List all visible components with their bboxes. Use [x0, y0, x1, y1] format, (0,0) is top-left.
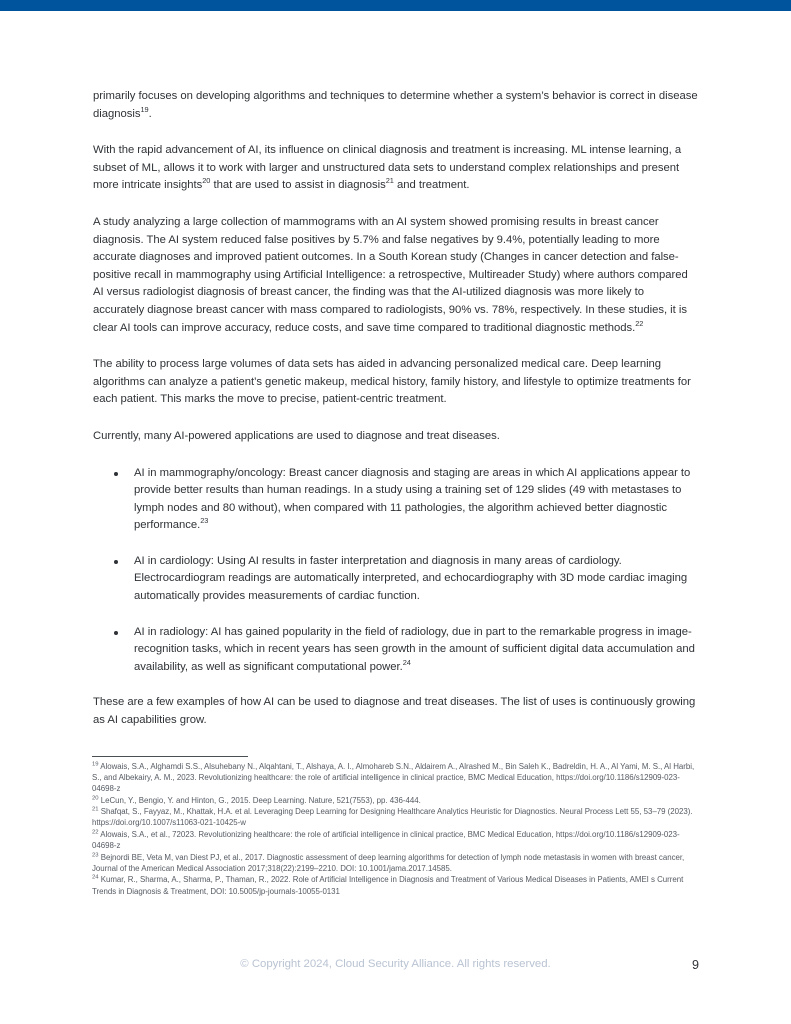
paragraph-5-text: Currently, many AI-powered applications are used to diagnose and treat diseases. [93, 429, 500, 442]
list-item [93, 624, 698, 677]
footnote-21 [92, 806, 702, 828]
paragraph-4 [93, 356, 698, 409]
footnote-separator-rule [92, 756, 248, 757]
footnote-text: Kumar, R., Sharma, A., Sharma, P., Thaman, R., 2022. Role of Artificial Intelligence in Diagnosis and Treatment of Various Medical Diseases in Patients, AMEI s Current Trends in Diagnosis & Treatment, DOI: 10.5005/jp-journals-10055-0131 [92, 875, 684, 896]
list-item-text: AI in mammography/oncology: Breast cancer diagnosis and staging are areas in which AI applications appear to provide better results than human readings. In a study using a training set of 129 slides (49 with metastases to lymph nodes and 80 without), when compared with 11 pathologies, the algorithm achieved better diagnostic performance. [134, 466, 691, 532]
bullet-dot-icon [114, 631, 118, 635]
page-content [93, 88, 698, 749]
footnote-ref-20[interactable]: 20 [202, 176, 211, 186]
bullet-dot-icon [114, 560, 118, 564]
footnote-text: Alowais, S.A., Alghamdi S.S., Alsuhebany N., Alqahtani, T., Alshaya, A. I., Almohareb S.N., Aldairem A., Alrashed M., Bin Saleh K., Badreldin, H. A., Al Yami, M. S., Al Harbi, S., and Albekairy, A. M., 2023. Revolutionizing healthcare: the role of artificial intelligence in clinical practice, BMC Medical Education, https://doi.org/10.1186/s12909-023-04698-z [92, 762, 695, 794]
footnote-text: Shafqat, S., Fayyaz, M., Khattak, H.A. et al. Leveraging Deep Learning for Designing Healthcare Analytics Heuristic for Diagnostics. Neural Process Lett 55, 53–79 (2023). https://doi.org/10.1007/s11063-021-10425-w [92, 807, 693, 828]
footnote-marker: 22 [92, 829, 99, 836]
page-top-accent-bar [0, 0, 791, 11]
paragraph-3-text: A study analyzing a large collection of mammograms with an AI system showed promising results in breast cancer diagnosis. The AI system reduced false positives by 5.7% and false negatives by 9.4%, potentially leading to more accurate diagnoses and improved patient outcomes. In a South Korean study (Changes in cancer detection and false-positive recall in mammography using Artificial Intelligence: a retrospective, Multireader Study) where authors compared AI versus radiologist diagnosis of breast cancer, the finding was that the AI-utilized diagnosis was more likely to accurately diagnose breast cancer with mass compared to radiologists, 90% vs. 78%, respectively. In these studies, it is clear AI tools can improve accuracy, reduce costs, and save time compared to traditional diagnostic methods. [93, 215, 688, 334]
footnote-24 [92, 874, 702, 896]
footnote-19 [92, 761, 702, 794]
footnote-ref-22[interactable]: 22 [635, 318, 644, 328]
footnote-20 [92, 795, 702, 806]
footnote-marker: 20 [92, 795, 99, 802]
page-footer [0, 958, 791, 980]
list-item [93, 465, 698, 535]
paragraph-1-text: primarily focuses on developing algorithms and techniques to determine whether a system’s behavior is correct in disease diagnosis [93, 90, 698, 120]
list-item-text: AI in radiology: AI has gained popularity in the field of radiology, due in part to the remarkable progress in image-recognition tasks, which in recent years has seen growth in the amount of sufficient digital data accumulation and availability, as well as significant computational power. [134, 625, 695, 673]
list-item-text: AI in cardiology: Using AI results in faster interpretation and diagnosis in many areas of cardiology. Electrocardiogram readings are automatically interpreted, and echocardiography with 3D mode cardiac imaging automatically provides measurements of cardiac function. [134, 554, 688, 603]
paragraph-5 [93, 428, 698, 446]
footnote-ref-23[interactable]: 23 [200, 516, 209, 526]
bullet-dot-icon [114, 472, 118, 476]
paragraph-1 [93, 88, 698, 123]
paragraph-2-seg-3: and treatment. [393, 179, 470, 192]
footnote-marker: 24 [92, 874, 99, 881]
paragraph-2-seg-2: that are used to assist in diagnosis [210, 179, 386, 192]
footnote-text: LeCun, Y., Bengio, Y. and Hinton, G., 2015. Deep Learning. Nature, 521(7553), pp. 436-444. [100, 795, 421, 805]
footnote-marker: 19 [92, 761, 99, 768]
ai-applications-list [93, 465, 698, 677]
copyright-notice: © Copyright 2024, Cloud Security Alliance. All rights reserved. [240, 958, 551, 970]
footnote-ref-21[interactable]: 21 [385, 176, 394, 186]
footnote-ref-19[interactable]: 19 [140, 104, 149, 114]
paragraph-2-seg-1: With the rapid advancement of AI, its influence on clinical diagnosis and treatment is increasing. ML intense learning, a subset of ML, allows it to work with larger and unstructured data sets to understand complex relationships and present more intricate insights [93, 144, 682, 192]
footnote-text: Bejnordi BE, Veta M, van Diest PJ, et al., 2017. Diagnostic assessment of deep learning algorithms for detection of lymph node metastasis in women with breast cancer, Journal of the American Medical Association 2017;318(22):2199–2210. DOI: 10.1001/jama.2017.14585. [92, 852, 685, 873]
paragraph-2 [93, 142, 698, 195]
footnote-23 [92, 852, 702, 874]
footnote-text: Alowais, S.A., et al., 72023. Revolutionizing healthcare: the role of artificial intelligence in clinical practice, BMC Medical Education, https://doi.org/10.1186/s12909-023-04698-z [92, 830, 680, 851]
paragraph-3 [93, 214, 698, 337]
paragraph-1-tail: . [148, 107, 152, 120]
closing-paragraph: These are a few examples of how AI can be used to diagnose and treat diseases. The list of uses is continuously growing as AI capabilities grow. [93, 696, 696, 727]
footnote-ref-24[interactable]: 24 [402, 658, 411, 668]
footnotes-section [92, 756, 702, 897]
footnote-marker: 23 [92, 852, 99, 859]
footnote-22 [92, 829, 702, 851]
list-item [93, 553, 698, 606]
paragraph-4-text: The ability to process large volumes of data sets has aided in advancing personalized medical care. Deep learning algorithms can analyze a patient’s genetic makeup, medical history, family history, and lifestyle to optimize treatments for each patient. This marks the move to precise, patient-centric treatment. [93, 358, 691, 406]
page-number: 9 [691, 958, 699, 972]
footnote-marker: 21 [92, 806, 99, 813]
